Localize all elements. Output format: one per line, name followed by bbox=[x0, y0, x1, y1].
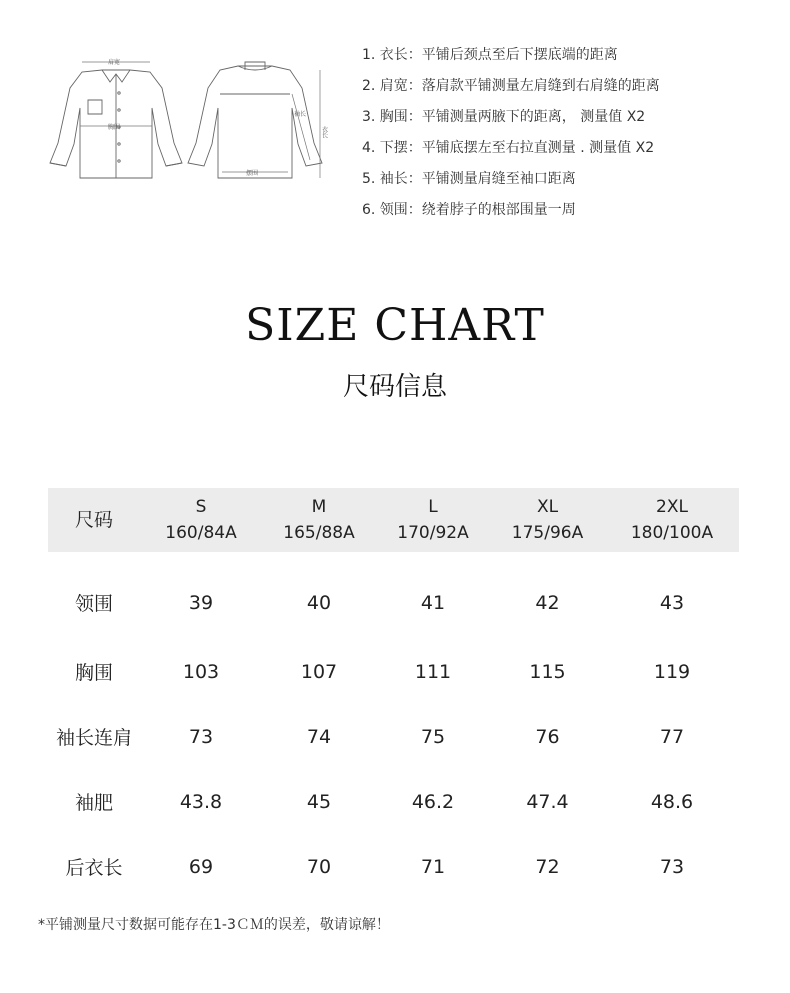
table-cell: 72 bbox=[535, 855, 560, 878]
table-cell: 41 bbox=[420, 591, 446, 614]
measurement-item: 4. 下摆：平铺底摆左至右拉直测量 . 测量值 X2 bbox=[362, 140, 655, 156]
table-cell: 45 bbox=[306, 790, 332, 813]
table-header-row bbox=[48, 488, 739, 552]
row-label: 胸围 bbox=[74, 662, 113, 684]
table-cell: 111 bbox=[414, 660, 452, 683]
measurement-item: 6. 领围：绕着脖子的根部围量一周 bbox=[362, 202, 576, 218]
table-cell: 47.4 bbox=[526, 790, 569, 813]
table-cell: 69 bbox=[188, 855, 214, 878]
row-label: 袖长连肩 bbox=[55, 727, 132, 749]
header-size-2xl: 2XL 180/100A bbox=[630, 497, 714, 543]
table-cell: 43 bbox=[659, 591, 685, 614]
shirt-back-outline bbox=[188, 62, 322, 178]
table-cell: 73 bbox=[188, 725, 214, 748]
table-cell: 73 bbox=[659, 855, 685, 878]
table-row bbox=[48, 704, 739, 769]
measurement-item: 1. 衣长：平铺后颈点至后下摆底端的距离 bbox=[362, 47, 618, 63]
table-cell: 77 bbox=[659, 725, 685, 748]
table-row bbox=[48, 639, 739, 704]
table-cell: 40 bbox=[306, 591, 332, 614]
header-size-xl: XL 175/96A bbox=[511, 497, 584, 543]
table-cell: 71 bbox=[420, 855, 446, 878]
table-cell: 74 bbox=[306, 725, 332, 748]
table-cell: 115 bbox=[529, 660, 566, 683]
table-cell: 75 bbox=[420, 725, 446, 748]
diagram-label-length: 衣长 bbox=[320, 126, 328, 138]
table-cell: 48.6 bbox=[650, 790, 694, 813]
header-size-s: S 160/84A bbox=[165, 497, 237, 543]
size-chart-subtitle: 尺码信息 bbox=[342, 372, 447, 402]
header-size-l: L 170/92A bbox=[397, 497, 469, 543]
header-size-label: 尺码 bbox=[74, 509, 113, 531]
table-cell: 103 bbox=[182, 660, 220, 683]
row-label: 领围 bbox=[74, 593, 113, 615]
diagram-label-sleeve: 袖长 bbox=[294, 111, 307, 118]
row-label: 袖肥 bbox=[74, 792, 113, 814]
table-cell: 39 bbox=[188, 591, 214, 614]
size-table bbox=[48, 488, 739, 899]
table-cell: 46.2 bbox=[411, 790, 455, 813]
diagram-label-chest: 胸围 bbox=[108, 124, 121, 131]
table-cell: 76 bbox=[535, 725, 560, 748]
table-cell: 42 bbox=[535, 591, 560, 614]
diagram-label-shoulder: 肩宽 bbox=[108, 59, 121, 66]
measurement-item: 3. 胸围：平铺测量两腋下的距离， 测量值 X2 bbox=[362, 109, 646, 125]
measurement-item: 5. 袖长：平铺测量肩缝至袖口距离 bbox=[362, 171, 576, 187]
shirt-measurement-diagram bbox=[40, 48, 340, 198]
measurement-item: 2. 肩宽：落肩款平铺测量左肩缝到右肩缝的距离 bbox=[362, 78, 660, 94]
table-cell: 119 bbox=[653, 660, 691, 683]
table-row bbox=[48, 552, 739, 639]
row-label: 后衣长 bbox=[65, 857, 123, 879]
measurement-instructions bbox=[362, 40, 660, 226]
table-cell: 43.8 bbox=[179, 790, 223, 813]
measurement-error-note: *平铺测量尺寸数据可能存在1-3ＣＭ的误差，敬请谅解！ bbox=[38, 917, 390, 933]
size-chart-title: SIZE CHART bbox=[245, 300, 545, 351]
table-row bbox=[48, 769, 739, 834]
table-row bbox=[48, 834, 739, 899]
diagram-label-hem: 摆围 bbox=[246, 170, 259, 177]
table-cell: 70 bbox=[306, 855, 332, 878]
header-size-m: M 165/88A bbox=[283, 497, 355, 543]
table-cell: 107 bbox=[300, 660, 338, 683]
